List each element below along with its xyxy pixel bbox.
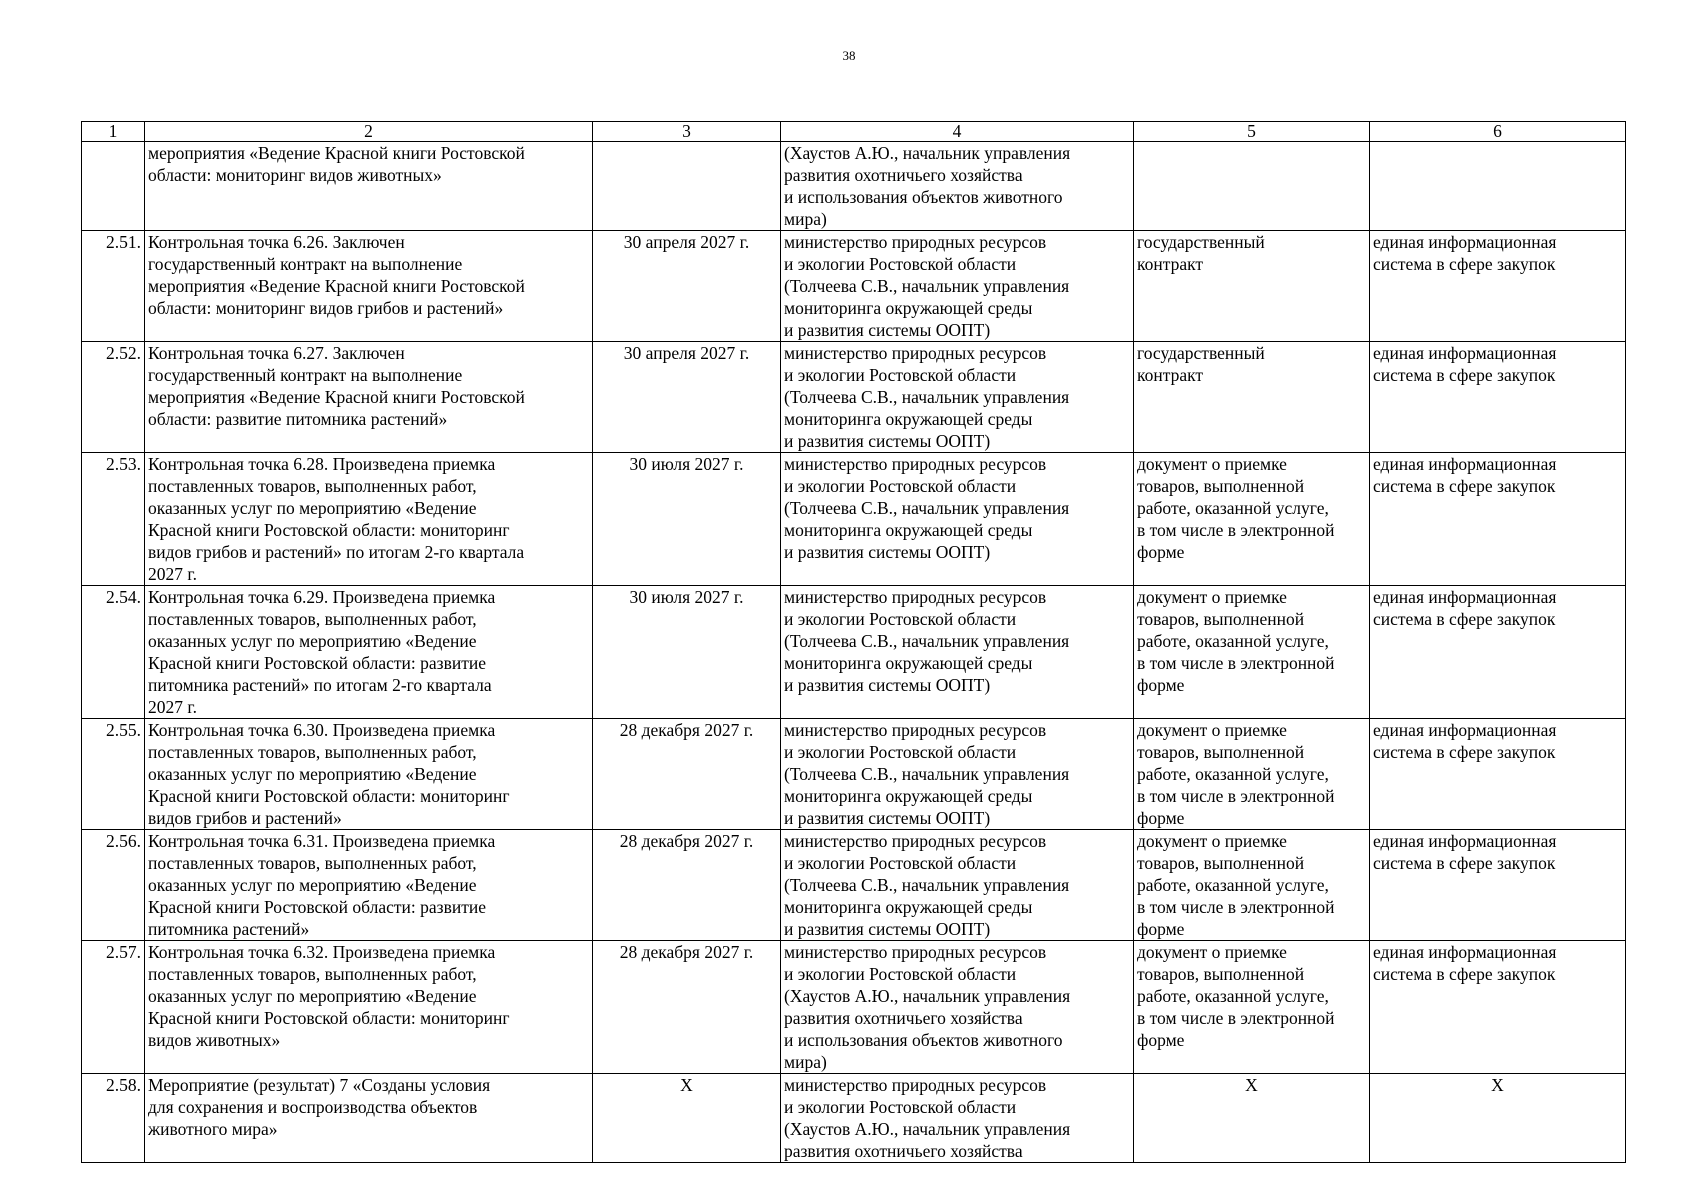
system-cell: единая информационная система в сфере закупок: [1370, 941, 1626, 1074]
responsible-cell: министерство природных ресурсов и экологии Ростовской области (Толчеева С.В., начальник управления мониторинга окружающей среды и развития системы ООПТ): [781, 342, 1134, 453]
schedule-table: [81, 121, 1626, 1163]
table-row: [82, 719, 1626, 830]
header-cell: 1: [82, 122, 145, 142]
row-number: 2.55.: [82, 719, 145, 830]
responsible-cell: министерство природных ресурсов и экологии Ростовской области (Толчеева С.В., начальник управления мониторинга окружающей среды и развития системы ООПТ): [781, 453, 1134, 586]
event-cell: Контрольная точка 6.26. Заключен государственный контракт на выполнение мероприятия «Ведение Красной книги Ростовской области: мониторинг видов грибов и растений»: [145, 231, 593, 342]
event-cell: мероприятия «Ведение Красной книги Ростовской области: мониторинг видов животных»: [145, 142, 593, 231]
event-cell: Контрольная точка 6.30. Произведена приемка поставленных товаров, выполненных работ, оказанных услуг по мероприятию «Ведение Красной книги Ростовской области: мониторинг видов грибов и растений»: [145, 719, 593, 830]
deadline-cell: X: [593, 1074, 781, 1163]
document-cell: документ о приемке товаров, выполненной работе, оказанной услуге, в том числе в электронной форме: [1134, 830, 1370, 941]
responsible-cell: министерство природных ресурсов и экологии Ростовской области (Толчеева С.В., начальник управления мониторинга окружающей среды и развития системы ООПТ): [781, 719, 1134, 830]
deadline-cell: 28 декабря 2027 г.: [593, 719, 781, 830]
table-row: [82, 941, 1626, 1074]
deadline-cell: 28 декабря 2027 г.: [593, 941, 781, 1074]
system-cell: единая информационная система в сфере закупок: [1370, 719, 1626, 830]
responsible-cell: министерство природных ресурсов и экологии Ростовской области (Толчеева С.В., начальник управления мониторинга окружающей среды и развития системы ООПТ): [781, 830, 1134, 941]
system-cell: единая информационная система в сфере закупок: [1370, 586, 1626, 719]
page-number: 38: [842, 48, 856, 63]
deadline-cell: 30 июля 2027 г.: [593, 586, 781, 719]
table-row: [82, 453, 1626, 586]
table-row: [82, 1074, 1626, 1163]
system-cell: [1370, 142, 1626, 231]
row-number: 2.52.: [82, 342, 145, 453]
table-row: [82, 342, 1626, 453]
header-cell: 3: [593, 122, 781, 142]
table-row: [82, 830, 1626, 941]
header-cell: 5: [1134, 122, 1370, 142]
header-cell: 4: [781, 122, 1134, 142]
system-cell: единая информационная система в сфере закупок: [1370, 231, 1626, 342]
responsible-cell: министерство природных ресурсов и экологии Ростовской области (Хаустов А.Ю., начальник управления развития охотничьего хозяйства и использования объектов животного мира): [781, 941, 1134, 1074]
responsible-cell: министерство природных ресурсов и экологии Ростовской области (Толчеева С.В., начальник управления мониторинга окружающей среды и развития системы ООПТ): [781, 586, 1134, 719]
table-row: [82, 142, 1626, 231]
row-number: 2.56.: [82, 830, 145, 941]
row-number: 2.53.: [82, 453, 145, 586]
event-cell: Контрольная точка 6.32. Произведена приемка поставленных товаров, выполненных работ, оказанных услуг по мероприятию «Ведение Красной книги Ростовской области: мониторинг видов животных»: [145, 941, 593, 1074]
document-cell: документ о приемке товаров, выполненной работе, оказанной услуге, в том числе в электронной форме: [1134, 453, 1370, 586]
system-cell: единая информационная система в сфере закупок: [1370, 453, 1626, 586]
document-cell: документ о приемке товаров, выполненной работе, оказанной услуге, в том числе в электронной форме: [1134, 941, 1370, 1074]
header-cell: 6: [1370, 122, 1626, 142]
event-cell: Контрольная точка 6.28. Произведена приемка поставленных товаров, выполненных работ, оказанных услуг по мероприятию «Ведение Красной книги Ростовской области: мониторинг видов грибов и растений» по итогам 2-го квартала 2027 г.: [145, 453, 593, 586]
system-cell: единая информационная система в сфере закупок: [1370, 342, 1626, 453]
table-row: [82, 586, 1626, 719]
deadline-cell: 28 декабря 2027 г.: [593, 830, 781, 941]
row-number: 2.54.: [82, 586, 145, 719]
responsible-cell: министерство природных ресурсов и экологии Ростовской области (Толчеева С.В., начальник управления мониторинга окружающей среды и развития системы ООПТ): [781, 231, 1134, 342]
deadline-cell: [593, 142, 781, 231]
responsible-cell: министерство природных ресурсов и экологии Ростовской области (Хаустов А.Ю., начальник управления развития охотничьего хозяйства: [781, 1074, 1134, 1163]
event-cell: Контрольная точка 6.29. Произведена приемка поставленных товаров, выполненных работ, оказанных услуг по мероприятию «Ведение Красной книги Ростовской области: развитие питомника растений» по итогам 2-го квартала 2027 г.: [145, 586, 593, 719]
row-number: 2.51.: [82, 231, 145, 342]
header-cell: 2: [145, 122, 593, 142]
header-row: [82, 122, 1626, 142]
event-cell: Контрольная точка 6.27. Заключен государственный контракт на выполнение мероприятия «Ведение Красной книги Ростовской области: развитие питомника растений»: [145, 342, 593, 453]
row-number: 2.57.: [82, 941, 145, 1074]
deadline-cell: 30 июля 2027 г.: [593, 453, 781, 586]
document-cell: документ о приемке товаров, выполненной работе, оказанной услуге, в том числе в электронной форме: [1134, 719, 1370, 830]
document-cell: документ о приемке товаров, выполненной работе, оказанной услуге, в том числе в электронной форме: [1134, 586, 1370, 719]
deadline-cell: 30 апреля 2027 г.: [593, 342, 781, 453]
system-cell: X: [1370, 1074, 1626, 1163]
row-number: 2.58.: [82, 1074, 145, 1163]
deadline-cell: 30 апреля 2027 г.: [593, 231, 781, 342]
document-cell: X: [1134, 1074, 1370, 1163]
event-cell: Мероприятие (результат) 7 «Созданы условия для сохранения и воспроизводства объектов животного мира»: [145, 1074, 593, 1163]
system-cell: единая информационная система в сфере закупок: [1370, 830, 1626, 941]
responsible-cell: (Хаустов А.Ю., начальник управления развития охотничьего хозяйства и использования объектов животного мира): [781, 142, 1134, 231]
row-number: [82, 142, 145, 231]
table-row: [82, 231, 1626, 342]
document-cell: [1134, 142, 1370, 231]
event-cell: Контрольная точка 6.31. Произведена приемка поставленных товаров, выполненных работ, оказанных услуг по мероприятию «Ведение Красной книги Ростовской области: развитие питомника растений»: [145, 830, 593, 941]
document-cell: государственный контракт: [1134, 342, 1370, 453]
document-cell: государственный контракт: [1134, 231, 1370, 342]
